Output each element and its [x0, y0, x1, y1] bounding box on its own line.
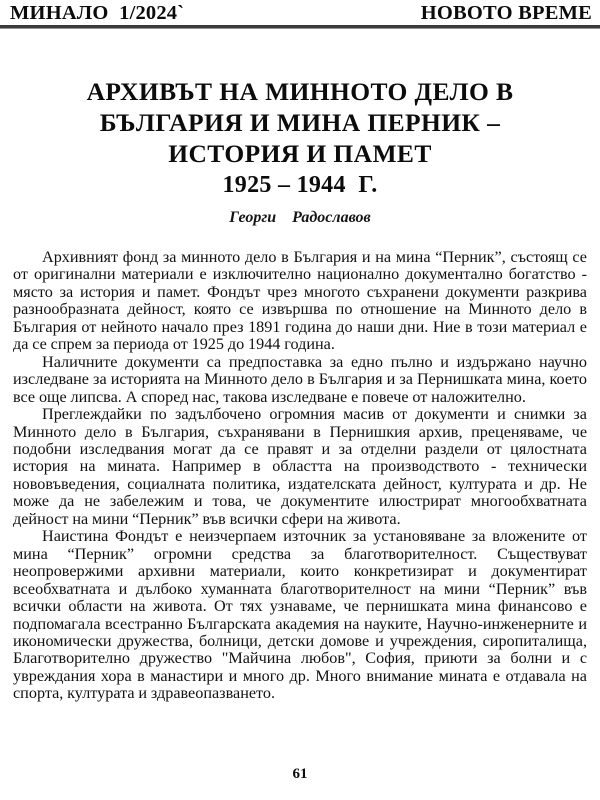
- article-body: [12, 249, 588, 703]
- article-title-line-2: БЪЛГАРИЯ И МИНА ПЕРНИК –: [99, 108, 501, 137]
- body-paragraph: Наистина Фондът е неизчерпаем източник за установяване за вложените от мина “Перник” огромни средства за благотворителност. Съществуват неопровержими архивни материали, които конкретизират и документират всеобхватната и дълбоко хуманната благотворителност на мини “Перник” във всички области на живота. От тях узнаваме, че пернишката мина финансово е подпомагала всестранно Българската академия на науките, Научно-инженерните и икономически дружества, болници, детски домове и учреждения, сиропиталища, Благотворително дружество "Майчина любов", София, приюти за болни и с увреждания хора в манастири и много др. Много внимание мината е отдавала на спорта, културата и здравеопазването.: [13, 527, 587, 703]
- running-head-right: НОВОТО ВРЕМЕ: [420, 2, 592, 24]
- article-title-block: [12, 76, 588, 230]
- body-paragraph: Архивният фонд за минното дело в България и на мина “Перник”, състоящ се от оригинални материали е изключително национално документално богатство - място за история и памет. Фондът чрез многото съхранени документи разкрива разнообразната дейност, която се извършва по отношение на Минното дело в България от нейното начало през 1891 година до наши дни. Ние в този материал е да се спрем за периода от 1925 до 1944 година.: [13, 248, 587, 354]
- running-head-left: МИНАЛО 1/2024`: [10, 2, 185, 24]
- article-title-line-3: ИСТОРИЯ И ПАМЕТ: [168, 139, 432, 168]
- header-rule: [0, 25, 600, 29]
- article-title-dates: 1925 – 1944 Г.: [222, 172, 378, 198]
- page-number: 61: [292, 766, 308, 782]
- running-head: [0, 0, 600, 25]
- article-author-byline: Георги Радославов: [229, 209, 371, 226]
- article-title-line-1: АРХИВЪТ НА МИННОТО ДЕЛО В: [86, 77, 514, 106]
- body-paragraph: Наличните документи са предпоставка за едно пълно и издържано научно изследване за историята на Минното дело в България и за Пернишката мина, което все още липсва. А според нас, такова изследване е повече от наложително.: [13, 352, 587, 406]
- body-paragraph: Преглеждайки по задълбочено огромния масив от документи и снимки за Минното дело в България, съхранявани в Пернишкия архив, преценяваме, че подобни изследвания могат да се правят и за отделни раздели от цялостната история на мината. Например в областта на производството - технически нововъведения, социалната политика, издателската дейност, културата и др. Не може да не забележим и това, че документите илюстрират многообхватната дейност на мини “Перник” във всички сфери на живота.: [13, 405, 587, 528]
